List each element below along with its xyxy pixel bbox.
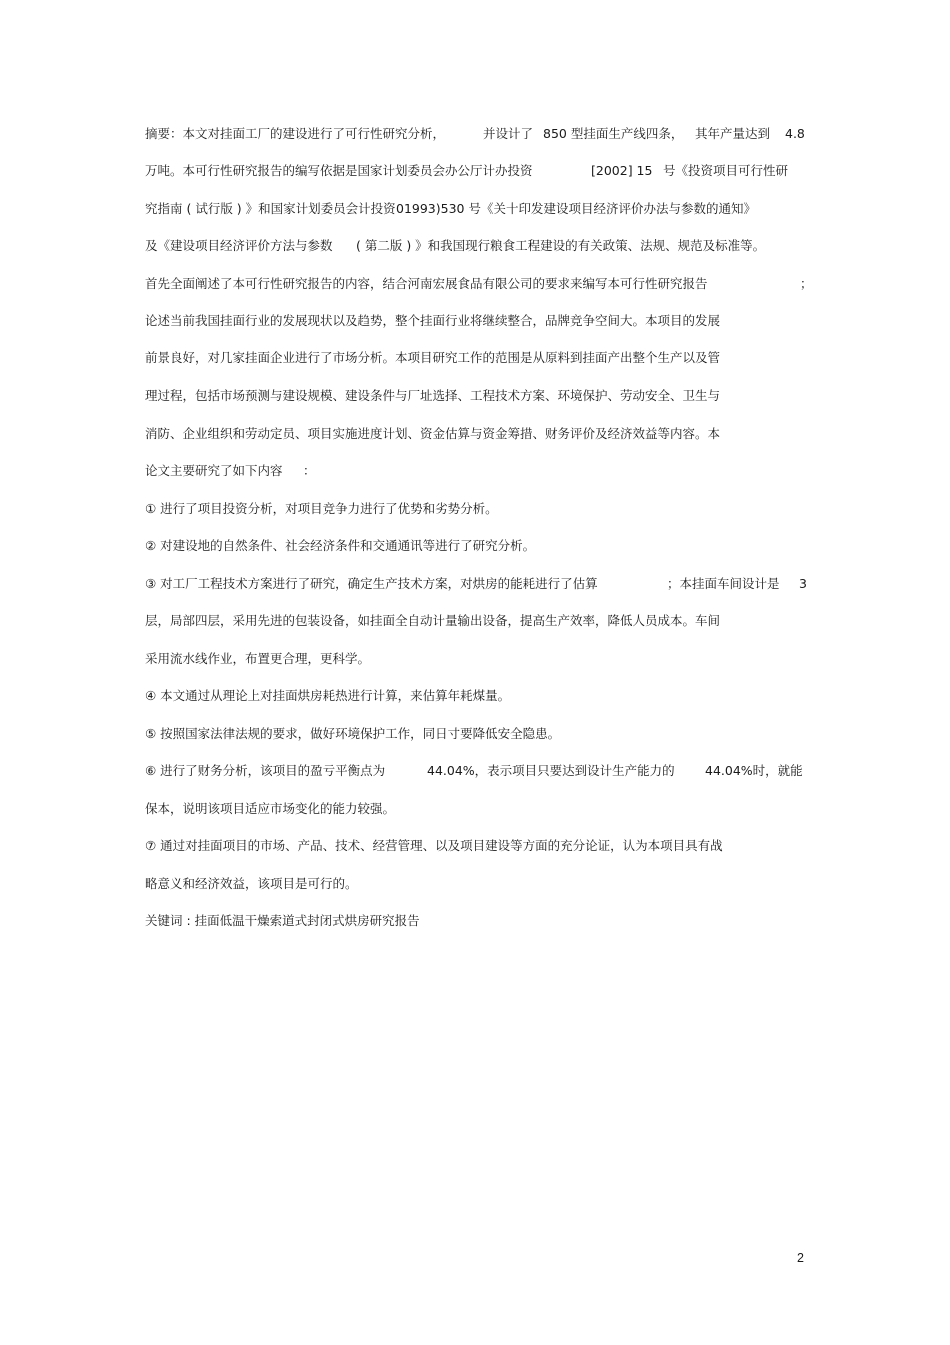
text-segment: ② 对建设地的自然条件、社会经济条件和交通通讯等进行了研究分析。 xyxy=(145,538,536,553)
text-segment: 关键词 : 挂面低温干燥索道式封闭式烘房研究报告 xyxy=(145,913,420,928)
text-segment: 首先全面阐述了本可行性研究报告的内容，结合河南宏展食品有限公司的要求来编写本可行性研究报告 xyxy=(145,276,708,291)
text-segment: 4.8 xyxy=(785,126,805,141)
text-segment: ： xyxy=(303,463,316,478)
text-segment: 究指南 ( 试行版 ) 》和国家计划委员会计投资 xyxy=(145,201,396,216)
text-segment: ⑦ 通过对挂面项目的市场、产品、技术、经营管理、以及项目建设等方面的充分论证，认为本项目具有战 xyxy=(145,838,723,853)
text-segment: 及《建设项目经济评价方法与参数 xyxy=(145,238,333,253)
text-segment: 号《投资项目可行性研 xyxy=(663,163,789,178)
text-segment: ；本挂面车间设计是 xyxy=(667,576,780,591)
text-segment: 理过程，包括市场预测与建设规模、建设条件与厂址选择、工程技术方案、环境保护、劳动安全、卫生与 xyxy=(145,388,721,403)
text-segment: 保本，说明该项目适应市场变化的能力较强。 xyxy=(145,801,396,816)
text-segment: 论文主要研究了如下内容 xyxy=(145,463,283,478)
text-segment: 前景良好，对几家挂面企业进行了市场分析。本项目研究工作的范围是从原料到挂面产出整个生产以及管 xyxy=(145,350,721,365)
text-segment: ④ 本文通过从理论上对挂面烘房耗热进行计算，来估算年耗煤量。 xyxy=(145,688,511,703)
text-segment: ⑤ 按照国家法律法规的要求，做好环境保护工作，同日寸要降低安全隐患。 xyxy=(145,726,561,741)
text-segment: 消防、企业组织和劳动定员、项目实施进度计划、资金估算与资金筹措、财务评价及经济效益等内容。本 xyxy=(145,426,721,441)
text-segment: ( 第二版 ) 》和我国现行粮食工程建设的有关政策、法规、规范及标准等。 xyxy=(356,238,766,253)
text-segment: 44.04%，表示项目只要达到设计生产能力的 xyxy=(427,763,675,778)
text-segment: 并设计了 xyxy=(483,126,534,141)
text-segment: 3 xyxy=(799,576,807,591)
text-segment: 850 型挂面生产线四条， xyxy=(543,126,684,141)
text-segment: 摘要：本文对挂面工厂的建设进行了可行性研究分析， xyxy=(145,126,446,141)
text-segment: 采用流水线作业，布置更合理，更科学。 xyxy=(145,651,371,666)
text-segment: [2002] 15 xyxy=(591,163,653,178)
text-segment: 略意义和经济效益，该项目是可行的。 xyxy=(145,876,358,891)
text-segment: 其年产量达到 xyxy=(695,126,771,141)
text-segment: ； xyxy=(800,276,813,291)
page-number: 2 xyxy=(797,1251,804,1265)
text-segment: ① 进行了项目投资分析，对项目竞争力进行了优势和劣势分析。 xyxy=(145,501,498,516)
text-segment: 论述当前我国挂面行业的发展现状以及趋势，整个挂面行业将继续整合，品牌竞争空间大。本项目的发展 xyxy=(145,313,721,328)
text-segment: 万吨。本可行性研究报告的编写依据是国家计划委员会办公厅计办投资 xyxy=(145,163,533,178)
text-segment: 层，局部四层，采用先进的包装设备，如挂面全自动计量输出设备，提高生产效率，降低人员成本。车间 xyxy=(145,613,721,628)
text-segment: 44.04%时，就能 xyxy=(705,763,803,778)
text-segment: ③ 对工厂工程技术方案进行了研究，确定生产技术方案，对烘房的能耗进行了估算 xyxy=(145,576,598,591)
text-segment: ⑥ 进行了财务分析，该项目的盈亏平衡点为 xyxy=(145,763,386,778)
text-segment: 01993)530 号《关十印发建设项目经济评价办法与参数的通知》 xyxy=(396,201,756,216)
